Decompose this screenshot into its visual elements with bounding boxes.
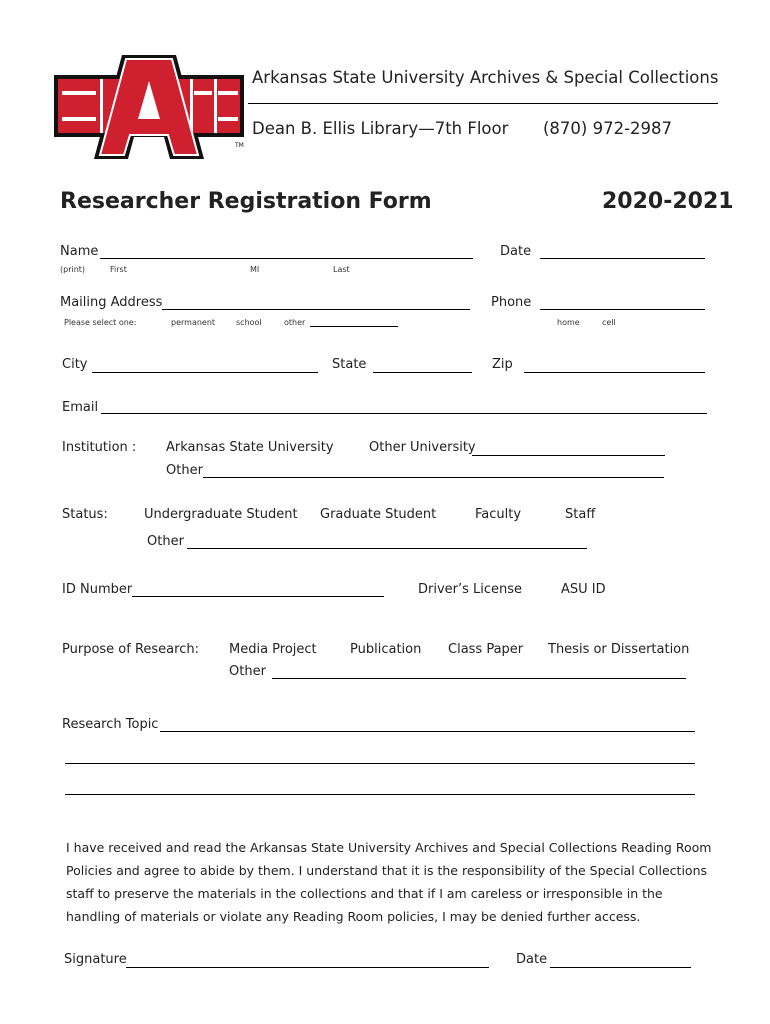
phone-option-cell[interactable]: cell bbox=[602, 318, 616, 327]
org-name: Arkansas State University Archives & Special Collections bbox=[252, 68, 719, 87]
purpose-option-other[interactable]: Other bbox=[229, 664, 266, 679]
zip-field[interactable] bbox=[524, 372, 705, 373]
institution-label: Institution : bbox=[62, 440, 137, 455]
purpose-option-publication[interactable]: Publication bbox=[350, 642, 422, 657]
name-first-hint: First bbox=[110, 265, 127, 274]
state-field[interactable] bbox=[373, 372, 472, 373]
agreement-paragraph bbox=[66, 836, 712, 928]
name-print-hint: (print) bbox=[60, 265, 86, 274]
state-label: State bbox=[332, 357, 367, 372]
purpose-label: Purpose of Research: bbox=[62, 642, 199, 657]
phone-label: Phone bbox=[491, 295, 532, 310]
status-option-faculty[interactable]: Faculty bbox=[475, 507, 522, 522]
mailing-label: Mailing Address bbox=[60, 295, 163, 310]
page-title: Researcher Registration Form bbox=[60, 189, 432, 214]
purpose-option-thesis[interactable]: Thesis or Dissertation bbox=[548, 642, 690, 657]
city-label: City bbox=[62, 357, 88, 372]
header-rule bbox=[248, 103, 718, 104]
agreement-line: I have received and read the Arkansas State University Archives and Special Collections Reading Room bbox=[66, 840, 712, 855]
header-phone: (870) 972-2987 bbox=[543, 119, 673, 138]
library-location: Dean B. Ellis Library—7th Floor bbox=[252, 119, 509, 138]
agreement-line: staff to preserve the materials in the collections and that if I am careless or irresponsible in the bbox=[66, 886, 663, 901]
signature-date-label: Date bbox=[516, 952, 548, 967]
name-field[interactable] bbox=[100, 258, 473, 259]
signature-label: Signature bbox=[64, 952, 127, 967]
phone-option-home[interactable]: home bbox=[557, 318, 580, 327]
institution-option-asu[interactable]: Arkansas State University bbox=[166, 440, 334, 455]
institution-option-other-university[interactable]: Other University bbox=[369, 440, 476, 455]
mailing-option-school[interactable]: school bbox=[236, 318, 262, 327]
status-other-field[interactable] bbox=[187, 548, 587, 549]
mailing-option-other[interactable]: other bbox=[284, 318, 306, 327]
institution-other-field[interactable] bbox=[203, 477, 664, 478]
research-topic-field-1[interactable] bbox=[160, 731, 695, 732]
status-option-graduate[interactable]: Graduate Student bbox=[320, 507, 437, 522]
city-field[interactable] bbox=[92, 372, 318, 373]
id-number-label: ID Number bbox=[62, 582, 133, 597]
mailing-other-field[interactable] bbox=[310, 326, 398, 327]
asu-state-logo bbox=[54, 55, 244, 160]
institution-option-other[interactable]: Other bbox=[166, 463, 203, 478]
mailing-option-permanent[interactable]: permanent bbox=[171, 318, 216, 327]
research-topic-label: Research Topic bbox=[62, 717, 159, 732]
date-field[interactable] bbox=[540, 258, 705, 259]
agreement-line: handling of materials or violate any Reading Room policies, I may be denied further access. bbox=[66, 909, 641, 924]
other-university-field[interactable] bbox=[472, 455, 665, 456]
id-option-drivers-license[interactable]: Driver’s License bbox=[418, 582, 523, 597]
id-option-asu-id[interactable]: ASU ID bbox=[561, 582, 606, 597]
mailing-field[interactable] bbox=[162, 309, 470, 310]
zip-label: Zip bbox=[492, 357, 513, 372]
agreement-line: Policies and agree to abide by them. I understand that it is the responsibility of the Special Collections bbox=[66, 863, 708, 878]
research-topic-field-3[interactable] bbox=[65, 794, 695, 795]
status-option-staff[interactable]: Staff bbox=[565, 507, 596, 522]
status-label: Status: bbox=[62, 507, 108, 522]
name-label: Name bbox=[60, 244, 99, 259]
name-mi-hint: MI bbox=[250, 265, 260, 274]
purpose-other-field[interactable] bbox=[272, 678, 686, 679]
date-label: Date bbox=[500, 244, 532, 259]
status-option-other[interactable]: Other bbox=[147, 534, 184, 549]
email-label: Email bbox=[62, 400, 99, 415]
purpose-option-media[interactable]: Media Project bbox=[229, 642, 317, 657]
signature-date-field[interactable] bbox=[550, 967, 691, 968]
mailing-select-hint: Please select one: bbox=[64, 318, 137, 327]
phone-field[interactable] bbox=[540, 309, 705, 310]
signature-field[interactable] bbox=[126, 967, 489, 968]
name-last-hint: Last bbox=[333, 265, 350, 274]
research-topic-field-2[interactable] bbox=[65, 763, 695, 764]
purpose-option-class-paper[interactable]: Class Paper bbox=[448, 642, 524, 657]
status-option-undergraduate[interactable]: Undergraduate Student bbox=[144, 507, 298, 522]
id-number-field[interactable] bbox=[132, 596, 384, 597]
email-field[interactable] bbox=[101, 413, 707, 414]
logo-tm: TM bbox=[235, 142, 244, 149]
form-year: 2020-2021 bbox=[602, 189, 734, 214]
